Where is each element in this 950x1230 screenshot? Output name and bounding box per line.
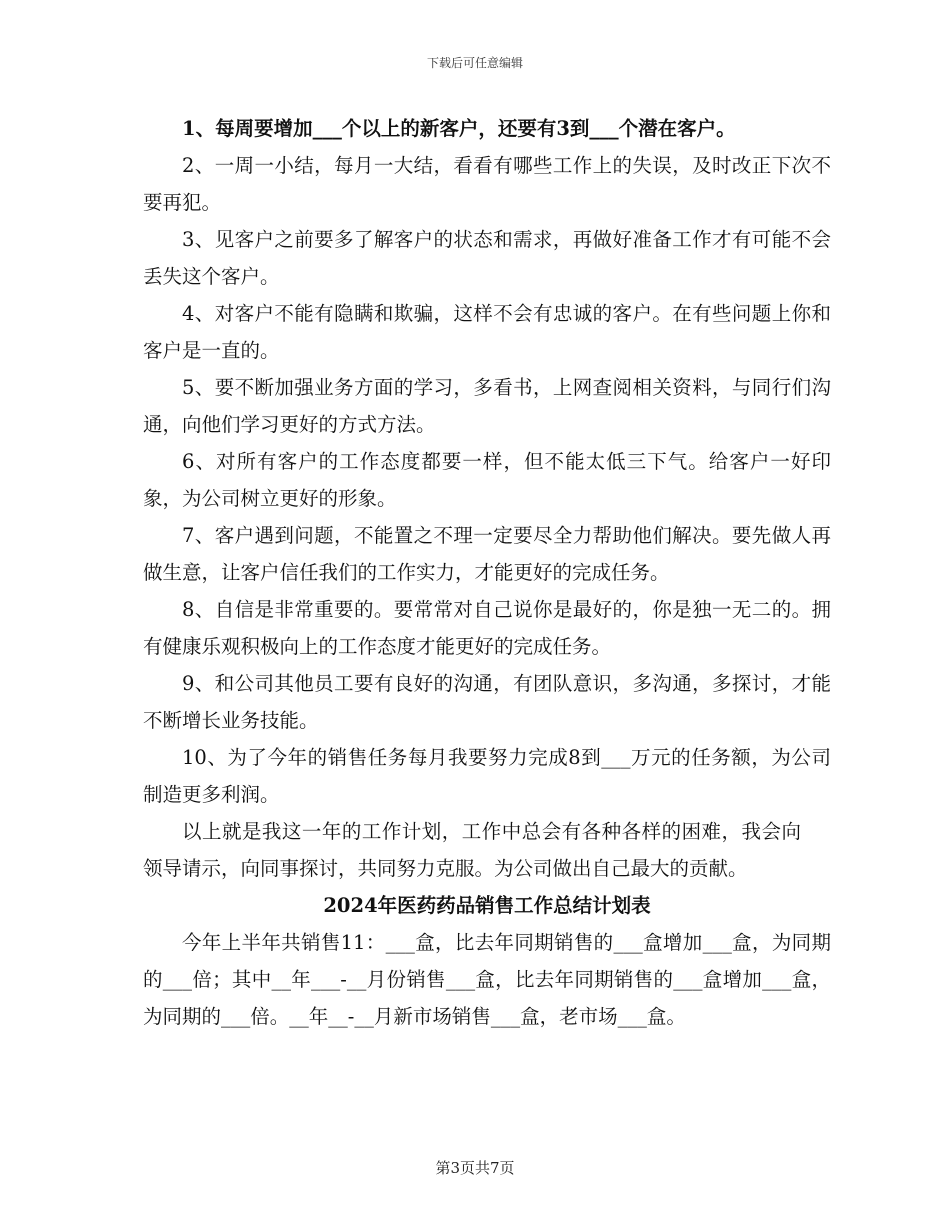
plan-item-7: 7、客户遇到问题，不能置之不理一定要尽全力帮助他们解决。要先做人再做生意，让客户信任我们的工作实力，才能更好的完成任务。 bbox=[143, 524, 831, 584]
plan-item-4: 4、对客户不能有隐瞒和欺骗，这样不会有忠诚的客户。在有些问题上你和客户是一直的。 bbox=[143, 302, 831, 362]
plan-item-10: 10、为了今年的销售任务每月我要努力完成8到___万元的任务额，为公司制造更多利润。 bbox=[143, 746, 831, 806]
plan-item-6: 6、对所有客户的工作态度都要一样，但不能太低三下气。给客户一好印象，为公司树立更好的形象。 bbox=[143, 450, 831, 510]
page-number: 第3页共7页 bbox=[435, 1159, 515, 1177]
closing-paragraph: 以上就是我这一年的工作计划，工作中总会有各种各样的困难，我会向领导请示，向同事探讨，共同努力克服。为公司做出自己最大的贡献。 bbox=[143, 820, 801, 880]
plan-item-5: 5、要不断加强业务方面的学习，多看书，上网查阅相关资料，与同行们沟通，向他们学习更好的方式方法。 bbox=[143, 376, 831, 436]
page-header-note: 下载后可任意编辑 bbox=[426, 56, 523, 70]
plan-item-2: 2、一周一小结，每月一大结，看看有哪些工作上的失误，及时改正下次不要再犯。 bbox=[143, 154, 831, 214]
plan-item-3: 3、见客户之前要多了解客户的状态和需求，再做好准备工作才有可能不会丢失这个客户。 bbox=[143, 228, 831, 288]
plan-item-8: 8、自信是非常重要的。要常常对自己说你是最好的，你是独一无二的。拥有健康乐观积极向上的工作态度才能更好的完成任务。 bbox=[143, 598, 831, 658]
document-body bbox=[143, 110, 831, 1035]
section-title: 2024年医药药品销售工作总结计划表 bbox=[323, 894, 651, 917]
section-paragraph: 今年上半年共销售11：___盒，比去年同期销售的___盒增加___盒，为同期的___倍；其中__年___-__月份销售___盒，比去年同期销售的___盒增加___盒，为同期的___倍。__年__-__月新市场销售___盒，老市场___盒。 bbox=[143, 931, 831, 1028]
plan-item-1: 1、每周要增加___个以上的新客户，还要有3到___个潜在客户。 bbox=[182, 117, 736, 140]
plan-item-9: 9、和公司其他员工要有良好的沟通，有团队意识，多沟通，多探讨，才能不断增长业务技能。 bbox=[143, 672, 831, 732]
